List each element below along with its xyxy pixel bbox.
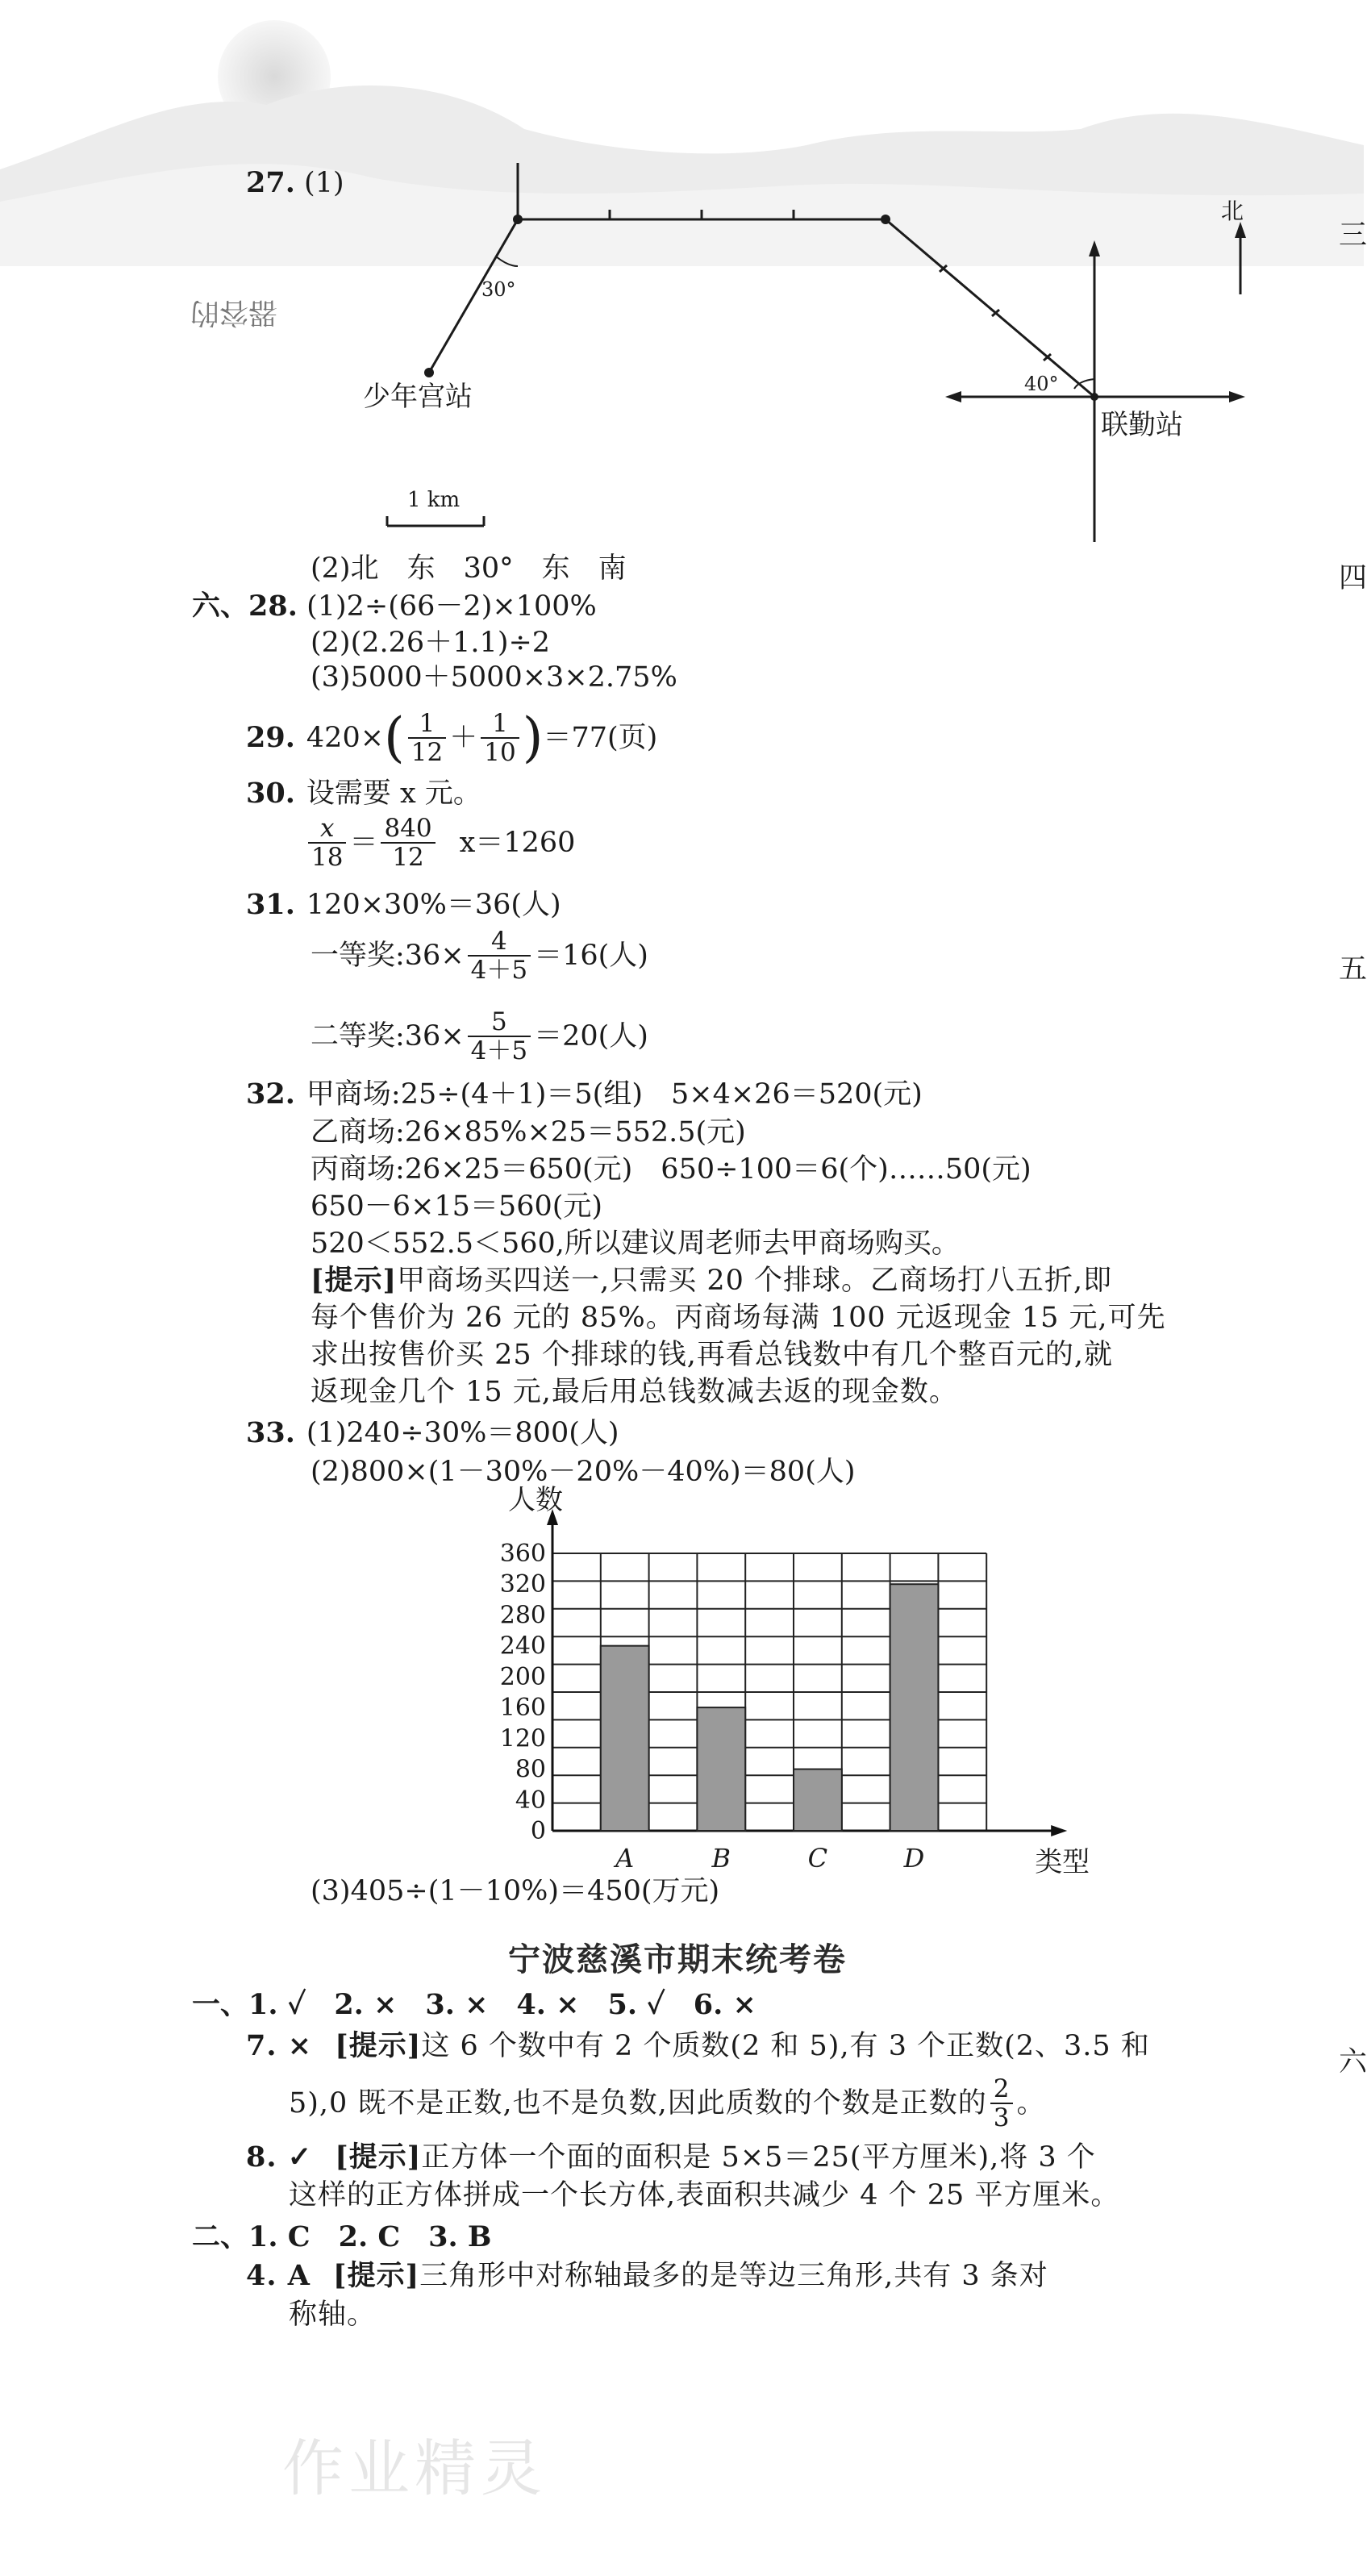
route-diagram xyxy=(339,153,1266,548)
answer-line: 1. ✓ 2. × 3. × 4. × 5. ✓ 6. × xyxy=(248,1988,756,2021)
answer-line xyxy=(310,927,648,984)
paren-open: ( xyxy=(384,707,405,769)
question-number: 32. xyxy=(246,1078,295,1111)
hint-line xyxy=(246,2258,1048,2294)
y-tick-label: 320 xyxy=(499,1570,546,1599)
fraction xyxy=(481,710,519,766)
y-tick-label: 0 xyxy=(530,1817,546,1845)
answer-line: (1)2÷(66－2)×100% xyxy=(306,590,597,623)
fraction xyxy=(468,1008,531,1065)
expression-text: 一等奖:36× xyxy=(310,940,465,972)
north-label: 北 xyxy=(1221,198,1244,224)
scale-label: 1 km xyxy=(407,488,461,512)
section-label: 六、 xyxy=(192,590,249,623)
question-30 xyxy=(246,776,481,811)
question-number: 28. xyxy=(248,590,298,623)
y-tick-label: 120 xyxy=(499,1724,546,1753)
hint-line xyxy=(246,2140,1096,2175)
hint-text: 5),0 既不是正数,也不是负数,因此质数的个数是正数的 xyxy=(289,2087,987,2120)
hint-text: 这 6 个数中有 2 个质数(2 和 5),有 3 个正数(2、3.5 和 xyxy=(421,2030,1150,2062)
bar-d xyxy=(890,1584,939,1831)
hint-text: 正方体一个面的面积是 5×5＝25(平方厘米),将 3 个 xyxy=(421,2141,1096,2174)
y-tick-label: 360 xyxy=(499,1540,546,1568)
side-mark: 四 xyxy=(1339,562,1367,594)
fraction xyxy=(308,815,346,871)
hint-line: 称轴。 xyxy=(289,2299,377,2331)
denominator: 3 xyxy=(993,2103,1011,2132)
answer-line xyxy=(310,1008,648,1065)
paren-close: ) xyxy=(522,707,544,769)
denominator: 12 xyxy=(392,843,424,872)
bar-chart xyxy=(452,1484,1097,1887)
numerator: 2 xyxy=(990,2075,1014,2104)
y-tick-label: 240 xyxy=(499,1632,546,1661)
hint-line xyxy=(289,2075,1045,2132)
answer-line: 120×30%＝36(人) xyxy=(306,889,561,921)
answer-line: 650－6×15＝560(元) xyxy=(310,1190,603,1223)
y-axis-label: 人数 xyxy=(508,1484,563,1516)
side-mark: 三 xyxy=(1339,219,1367,252)
fraction xyxy=(408,710,446,766)
question-number: 27. xyxy=(246,166,295,199)
section-label: 二、 xyxy=(192,2220,249,2253)
part-two-line xyxy=(192,2220,491,2255)
category-label: B xyxy=(711,1843,731,1874)
side-mark: 五 xyxy=(1339,953,1367,986)
bar-b xyxy=(697,1707,745,1831)
category-label: C xyxy=(807,1843,828,1874)
hint-line: 返现金几个 15 元,最后用总钱数减去返的现金数。 xyxy=(310,1376,958,1408)
hint-line: 这样的正方体拼成一个长方体,表面积共减少 4 个 25 平方厘米。 xyxy=(289,2179,1120,2211)
hint-label: [提示] xyxy=(335,2029,422,2062)
answer-line: 乙商场:26×85%×25＝552.5(元) xyxy=(310,1116,746,1148)
expression-text: ＝16(人) xyxy=(534,940,648,972)
denominator: 4＋5 xyxy=(470,956,528,985)
answer-line: (2)800×(1－30%－20%－40%)＝80(人) xyxy=(310,1456,856,1488)
y-tick-label: 80 xyxy=(515,1755,546,1784)
hint-line xyxy=(246,2028,1150,2064)
question-33 xyxy=(246,1415,619,1451)
question-head: 8. ✓ xyxy=(246,2140,313,2174)
question-number: 29. xyxy=(246,721,295,754)
hint-label: [提示] xyxy=(335,2140,422,2174)
part-one-line xyxy=(192,1987,756,2023)
denominator: 12 xyxy=(411,738,444,767)
category-label: A xyxy=(615,1843,635,1874)
x-axis-label: 类型 xyxy=(1035,1846,1090,1878)
station-label: 联勤站 xyxy=(1101,409,1183,441)
angle-label: 40° xyxy=(1024,373,1059,395)
answer-text: x＝1260 xyxy=(459,827,576,859)
numerator: 1 xyxy=(408,710,446,739)
question-32 xyxy=(246,1077,923,1112)
equals-sign: ＝ xyxy=(349,827,378,859)
question-27-label xyxy=(246,165,344,201)
question-31 xyxy=(246,887,561,923)
question-28 xyxy=(192,589,597,624)
hint-text: 甲商场买四送一,只需买 20 个排球。乙商场打八五折,即 xyxy=(397,1265,1113,1297)
fraction xyxy=(990,2075,1014,2132)
numerator: x xyxy=(308,815,346,844)
section-title: 宁波慈溪市期末统考卷 xyxy=(508,1941,847,1978)
question-number: 31. xyxy=(246,888,295,921)
hint-line: 求出按售价买 25 个排球的钱,再看总钱数中有几个整百元的,就 xyxy=(310,1339,1114,1371)
section-label: 一、 xyxy=(192,1988,249,2021)
y-tick-label: 40 xyxy=(515,1786,546,1815)
hint-label: [提示] xyxy=(310,1264,398,1297)
equation xyxy=(305,815,575,871)
answer-line: 1. C 2. C 3. B xyxy=(248,2220,492,2253)
station-label: 少年宫站 xyxy=(363,381,473,413)
question-head: 4. A xyxy=(246,2259,310,2292)
bar-a xyxy=(601,1646,649,1831)
expression-text: 二等奖:36× xyxy=(310,1020,465,1052)
hint-line xyxy=(310,1263,1112,1298)
answer-line: (2)北 东 30° 东 南 xyxy=(310,552,627,585)
answer-line: (1)240÷30%＝800(人) xyxy=(306,1417,619,1449)
plus-sign: ＋ xyxy=(449,722,478,754)
answer-line: 520＜552.5＜560,所以建议周老师去甲商场购买。 xyxy=(310,1228,960,1260)
numerator: 1 xyxy=(481,710,519,739)
hint-line: 每个售价为 26 元的 85%。丙商场每满 100 元返现金 15 元,可先 xyxy=(310,1302,1166,1334)
question-head: 7. × xyxy=(246,2029,313,2062)
fraction xyxy=(468,927,531,984)
bar-c xyxy=(794,1769,842,1831)
hint-text: 。 xyxy=(1016,2087,1046,2120)
expression-text: ＝77(页) xyxy=(543,722,658,754)
watermark: 作业精灵 xyxy=(282,2432,547,2504)
answer-line: (3)405÷(1－10%)＝450(万元) xyxy=(310,1875,720,1907)
answer-line: (2)(2.26＋1.1)÷2 xyxy=(310,627,551,659)
part-label: (1) xyxy=(304,167,344,199)
category-label: D xyxy=(903,1843,925,1874)
answer-line: 设需要 x 元。 xyxy=(306,777,481,810)
numerator: 840 xyxy=(381,815,435,844)
y-tick-label: 200 xyxy=(499,1662,546,1691)
y-tick-label: 280 xyxy=(499,1601,546,1630)
question-number: 30. xyxy=(246,777,295,810)
expression-text: 420× xyxy=(306,722,385,754)
answer-line: 丙商场:26×25＝650(元) 650÷100＝6(个)……50(元) xyxy=(310,1153,1032,1186)
hint-label: [提示] xyxy=(333,2259,420,2292)
denominator: 4＋5 xyxy=(470,1036,528,1065)
hint-text: 三角形中对称轴最多的是等边三角形,共有 3 条对 xyxy=(419,2260,1048,2292)
denominator: 18 xyxy=(311,843,344,872)
fraction xyxy=(381,815,435,871)
expression-text: ＝20(人) xyxy=(534,1020,648,1052)
y-tick-label: 160 xyxy=(499,1694,546,1723)
question-number: 33. xyxy=(246,1416,295,1449)
numerator: 5 xyxy=(468,1008,531,1037)
side-vertical-text: 器容的 xyxy=(190,296,278,329)
numerator: 4 xyxy=(468,927,531,957)
denominator: 10 xyxy=(484,738,516,767)
side-mark: 六 xyxy=(1339,2046,1367,2078)
question-29 xyxy=(246,707,658,769)
angle-label: 30° xyxy=(481,278,516,301)
answer-line: (3)5000＋5000×3×2.75% xyxy=(310,661,677,694)
answer-line: 甲商场:25÷(4＋1)＝5(组) 5×4×26＝520(元) xyxy=(306,1078,923,1111)
x-axis-arrow xyxy=(1051,1825,1067,1836)
